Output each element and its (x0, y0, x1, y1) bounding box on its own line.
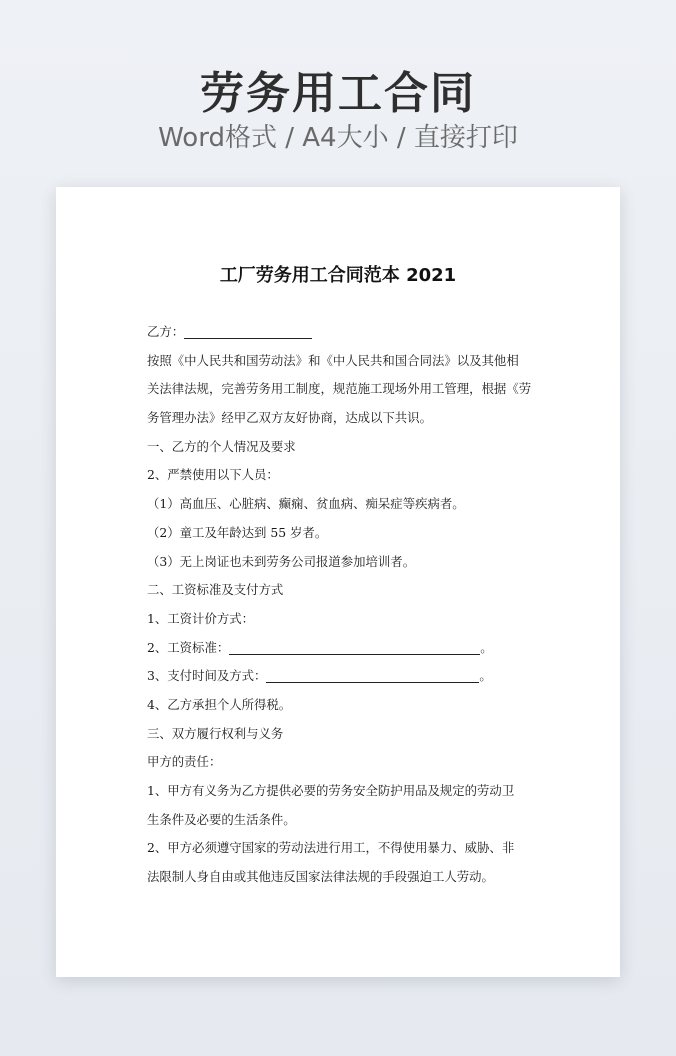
intro-line: 务管理办法》经甲乙双方友好协商，达成以下共识。 (147, 410, 432, 426)
duty-1-line: 1、甲方有义务为乙方提供必要的劳务安全防护用品及规定的劳动卫 (147, 783, 515, 798)
duty-1-line: 生条件及必要的生活条件。 (147, 811, 296, 827)
section-1-sub-item: （1）高血压、心脏病、癫痫、贫血病、痴呆症等疾病者。 (147, 496, 465, 512)
section-2-heading: 二、工资标准及支付方式 (147, 582, 284, 598)
duty-2-line: 法限制人身自由或其他违反国家法律法规的手段强迫工人劳动。 (147, 869, 494, 885)
section-1-sub-item: （2）童工及年龄达到 55 岁者。 (147, 524, 328, 540)
wage-standard-label: 2、工资标准： (147, 639, 230, 655)
party-b-line (147, 318, 539, 347)
payment-method-blank (266, 667, 479, 683)
section-2-item-2 (147, 634, 539, 663)
payment-method-label: 3、支付时间及方式： (147, 668, 267, 684)
payment-method-period: 。 (479, 668, 492, 684)
section-1-item-2: 2、严禁使用以下人员： (147, 467, 279, 483)
wage-standard-blank (229, 639, 480, 655)
document-page (56, 187, 620, 977)
banner-title: 劳务用工合同 (200, 68, 476, 119)
section-2-item-4: 4、乙方承担个人所得税。 (147, 696, 292, 712)
section-1-heading: 一、乙方的个人情况及要求 (147, 438, 296, 454)
intro-line: 关法律法规，完善劳务用工制度，规范施工现场外用工管理，根据《劳 (147, 381, 532, 397)
intro-line: 按照《中人民共和国劳动法》和《中人民共和国合同法》以及其他相 (147, 352, 519, 368)
banner-subtitle: Word格式 / A4大小 / 直接打印 (158, 123, 518, 153)
party-a-duty-heading: 甲方的责任： (147, 754, 222, 770)
section-1-sub-item: （3）无上岗证也未到劳务公司报道参加培训者。 (147, 553, 416, 569)
party-b-blank (184, 323, 312, 339)
wage-standard-period: 。 (480, 639, 493, 655)
duty-2-line: 2、甲方必须遵守国家的劳动法进行用工，不得使用暴力、威胁、非 (147, 840, 515, 856)
section-2-item-3 (147, 662, 539, 691)
section-2-item-1: 1、工资计价方式： (147, 610, 255, 626)
document-title: 工厂劳务用工合同范本 2021 (219, 265, 457, 286)
party-b-label: 乙方： (147, 324, 185, 339)
section-3-heading: 三、双方履行权利与义务 (147, 725, 284, 741)
document-body (147, 318, 539, 892)
